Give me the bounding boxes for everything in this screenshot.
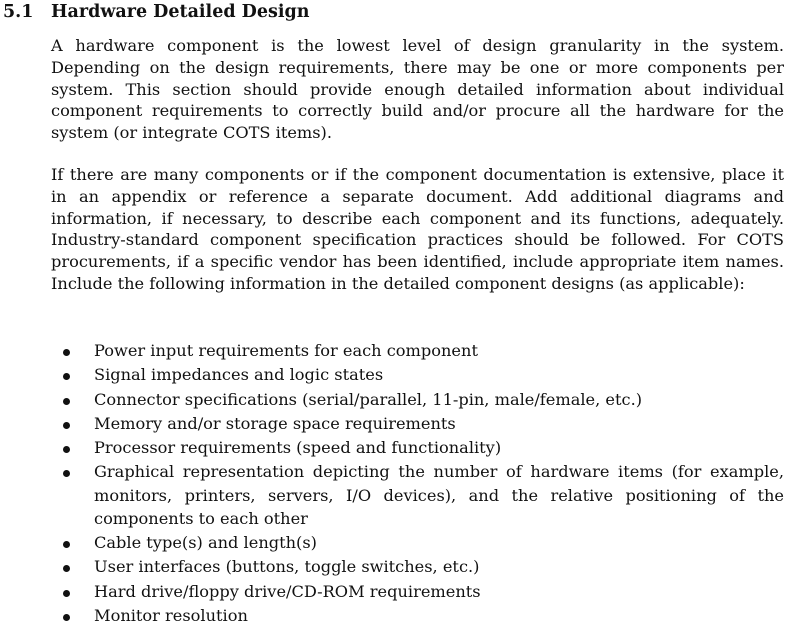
bullet-icon (63, 470, 70, 477)
list-item-text: Monitor resolution (94, 605, 248, 625)
bullet-icon (63, 541, 70, 548)
bullet-icon (63, 446, 70, 453)
list-item-text: Signal impedances and logic states (94, 365, 384, 385)
list-item-text: Power input requirements for each component (94, 341, 478, 360)
bullet-icon (63, 398, 70, 405)
list-item-text: Processor requirements (speed and functionality) (94, 438, 502, 458)
list-item-text: Memory and/or storage space requirements (94, 413, 456, 433)
list-item (51, 555, 784, 579)
list-item (51, 363, 784, 387)
list-item (51, 339, 784, 363)
bullet-icon (63, 373, 70, 380)
bullet-icon (63, 590, 70, 597)
list-item (51, 531, 784, 555)
list-item (51, 604, 784, 628)
bullet-icon (63, 422, 70, 429)
list-item (51, 436, 784, 460)
list-item (51, 580, 784, 604)
section-heading (3, 1, 309, 23)
paragraph-guidance: If there are many components or if the component documentation is extensive, place it in an appendix or reference a separate document. Add additional diagrams and information, if necessary, to describe each component and its functions, adequately. Industry-standard component specification practices should be followed. For COTS procurements, if a specific vendor has been identified, include appropriate item names. Include the following information in the detailed component designs (as applicable): (51, 164, 784, 293)
paragraph-intro: A hardware component is the lowest level of design granularity in the system. Depending on the design requirements, there may be one or more components per system. This section should provide enough detailed information about individual component requirements to correctly build and/or procure all the hardware for the system (or integrate COTS items). (51, 36, 784, 143)
bullet-icon (63, 565, 70, 572)
section-number: 5.1 (3, 2, 34, 22)
list-item-text: Connector specifications (serial/parallel, 11-pin, male/female, etc.) (94, 389, 643, 409)
list-item (51, 412, 784, 436)
list-item-text: Hard drive/floppy drive/CD-ROM requirements (94, 581, 481, 601)
list-item-text: Graphical representation depicting the number of hardware items (for example, monitors, printers, servers, I/O devices), and the relative positioning of the components to each other (94, 462, 784, 529)
requirements-bullet-list (51, 339, 784, 628)
bullet-icon (63, 349, 70, 356)
list-item-text: User interfaces (buttons, toggle switches, etc.) (94, 557, 480, 577)
section-title: Hardware Detailed Design (51, 2, 310, 22)
bullet-icon (63, 614, 70, 621)
list-item-text: Cable type(s) and length(s) (94, 532, 317, 552)
list-item (51, 460, 784, 531)
list-item (51, 388, 784, 412)
section-body (51, 35, 784, 295)
